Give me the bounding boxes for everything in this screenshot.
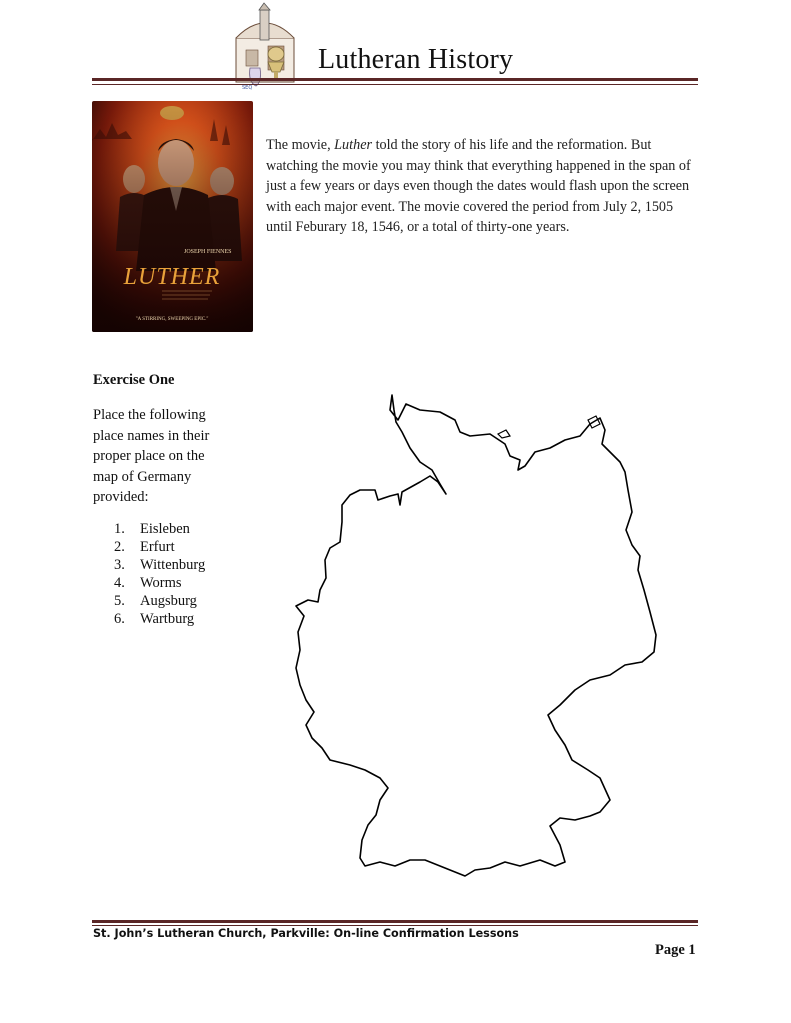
svg-text:SEQ: SEQ (242, 85, 253, 90)
place-list (114, 521, 205, 628)
intro-text-rest: told the story of his life and the reformation. But watching the movie you may think that everything happened in the span of just a few years or days even though the dates would flash upon the screen with each major event. The movie covered the period from July 2, 1505 until Feburary 18, 1546, or a total of thirty-one years. (266, 137, 691, 236)
header-rule-thick (92, 78, 698, 81)
church-logo (230, 2, 300, 90)
footer-rule-thin (92, 925, 698, 926)
list-item (114, 593, 205, 611)
list-number: 4. (114, 574, 125, 591)
list-item (114, 539, 205, 557)
list-item (114, 521, 205, 539)
list-item (114, 557, 205, 575)
list-number: 5. (114, 592, 125, 609)
poster-credit: JOSEPH FIENNES (184, 249, 232, 255)
poster-tagline: "A STIRRING, SWEEPING EPIC." (135, 317, 209, 322)
page-number: Page 1 (655, 942, 696, 958)
list-item (114, 575, 205, 593)
header-rule-thin (92, 84, 698, 85)
list-number: 3. (114, 556, 125, 573)
intro-text-start: The movie, (266, 137, 335, 153)
intro-paragraph (266, 135, 696, 238)
poster-film-title: LUTHER (123, 264, 221, 290)
place-name: Wartburg (140, 610, 195, 627)
list-number: 1. (114, 521, 125, 537)
list-item (114, 611, 205, 629)
place-name: Worms (140, 574, 182, 591)
place-name: Erfurt (140, 538, 175, 555)
list-number: 6. (114, 610, 125, 627)
place-name: Wittenburg (140, 556, 206, 573)
list-number: 2. (114, 538, 125, 555)
luther-movie-poster (92, 101, 253, 332)
footer-text: St. John’s Lutheran Church, Parkville: On-line Confirmation Lessons (93, 927, 519, 940)
germany-outline-map (288, 385, 663, 890)
place-name: Eisleben (140, 521, 190, 537)
exercise-title: Exercise One (93, 372, 175, 388)
place-name: Augsburg (140, 592, 197, 609)
page-title: Lutheran History (318, 44, 514, 75)
exercise-instructions: Place the following place names in their proper place on the map of Germany provided: (93, 407, 210, 505)
footer-rule-thick (92, 920, 698, 923)
movie-title: Luther (334, 137, 373, 153)
